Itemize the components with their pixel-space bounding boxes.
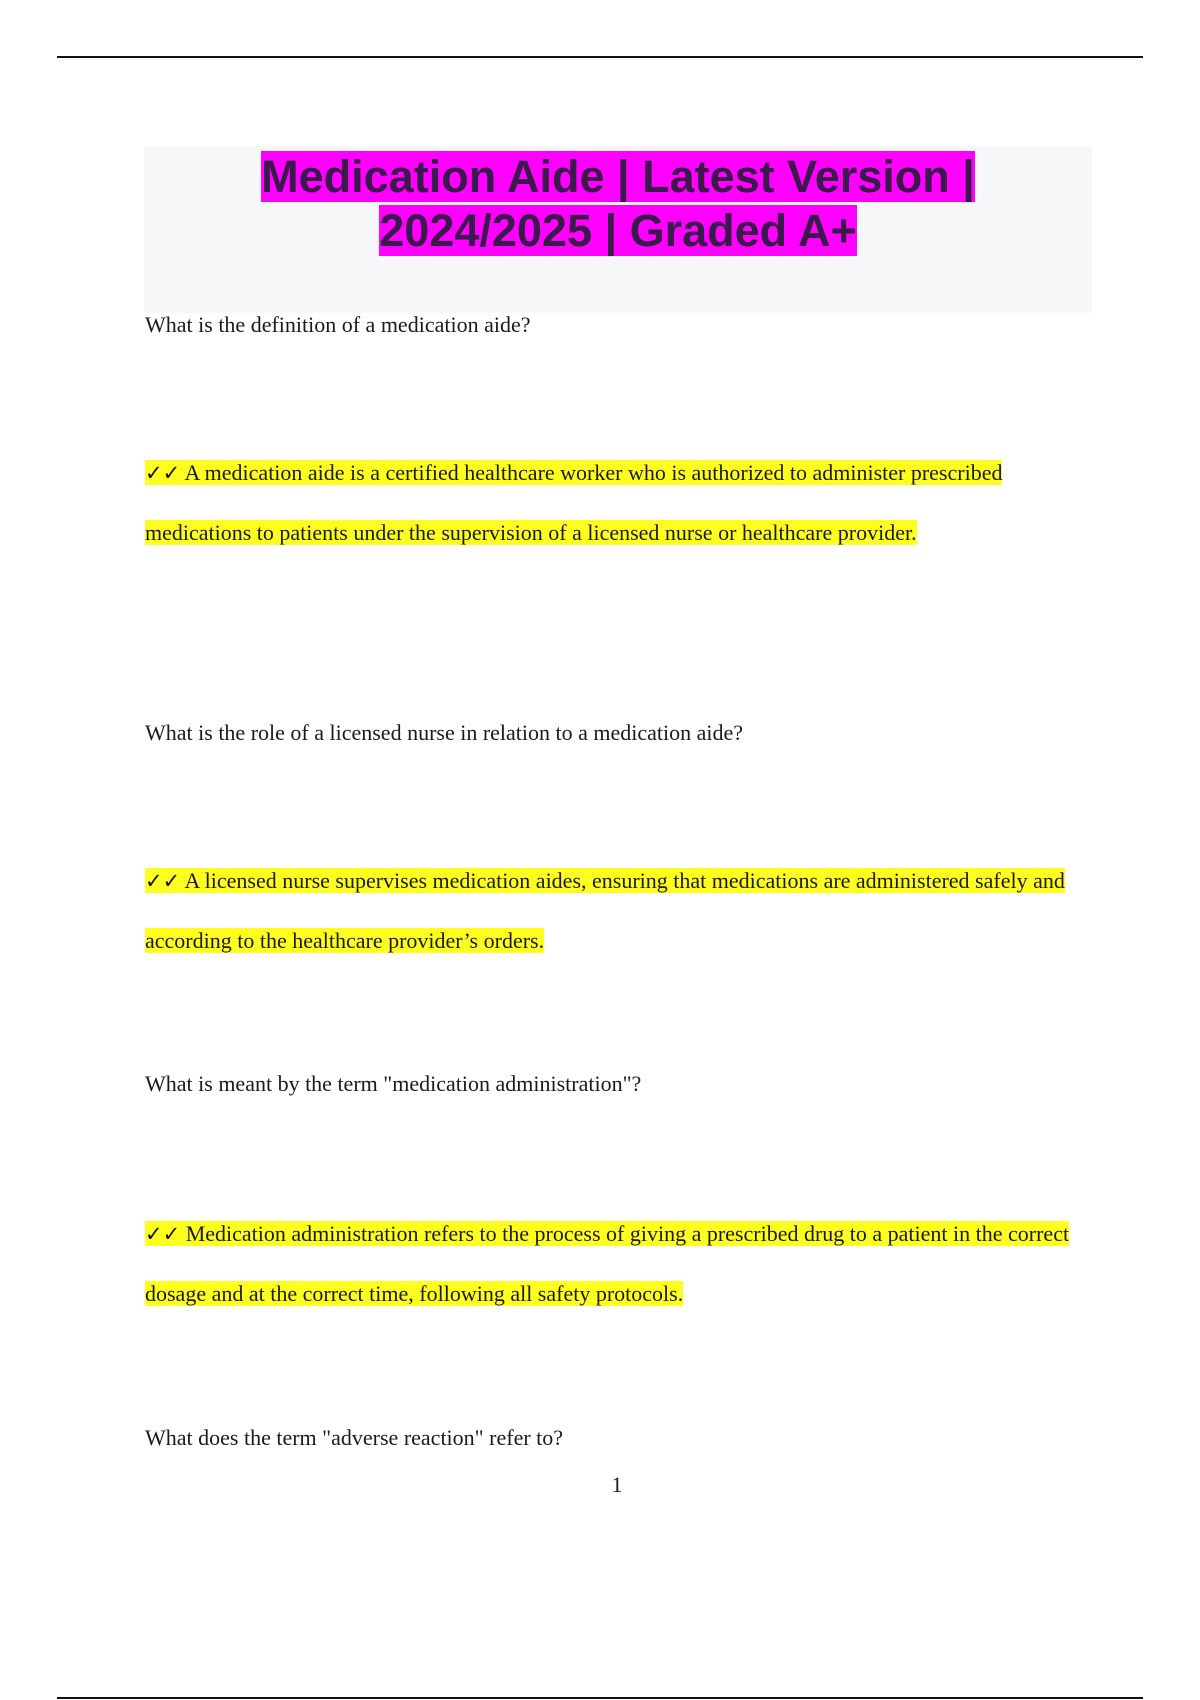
page-number: 1 — [611, 1472, 623, 1497]
answer-1-text: A medication aide is a certified healthcare worker who is authorized to administer prescribed medications to patients under the supervision of a licensed nurse or healthcare provider. — [145, 460, 1003, 545]
check-mark-icon: ✓✓ — [145, 1222, 181, 1246]
check-mark-icon: ✓✓ — [145, 461, 181, 485]
title-line-1: Medication Aide | Latest Version | — [261, 151, 975, 202]
answer-1 — [145, 443, 1090, 562]
answer-2-highlight — [145, 868, 1065, 953]
answer-1-highlight — [145, 460, 1002, 545]
answer-3-highlight — [145, 1221, 1069, 1306]
title-banner — [144, 146, 1092, 313]
document-title — [144, 146, 1092, 258]
question-2: What is the role of a licensed nurse in relation to a medication aide? — [145, 720, 744, 745]
question-1: What is the definition of a medication aide? — [145, 312, 531, 337]
answer-3-text: Medication administration refers to the process of giving a prescribed drug to a patient in the correct dosage and at the correct time, following all safety protocols. — [145, 1221, 1070, 1306]
question-4: What does the term "adverse reaction" refer to? — [145, 1425, 564, 1450]
answer-3 — [145, 1204, 1090, 1323]
header-rule — [57, 56, 1143, 58]
check-mark-icon: ✓✓ — [145, 869, 181, 893]
title-line-2: 2024/2025 | Graded A+ — [379, 205, 857, 256]
question-3: What is meant by the term "medication administration"? — [145, 1071, 642, 1096]
answer-2 — [145, 851, 1090, 970]
footer-rule — [57, 1697, 1143, 1699]
answer-2-text: A licensed nurse supervises medication aides, ensuring that medications are administered safely and according to the healthcare provider’s orders. — [145, 868, 1065, 953]
